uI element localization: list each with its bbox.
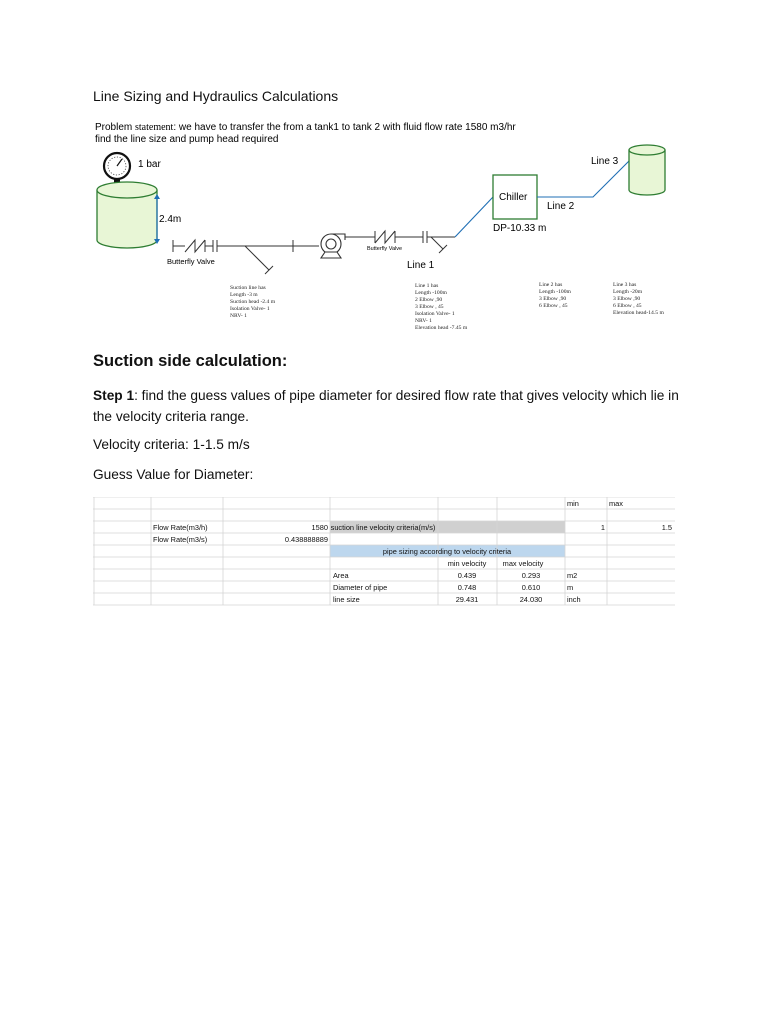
svg-text:NRV- 1: NRV- 1 [230,313,247,319]
svg-text:Length -100m: Length -100m [539,289,571,295]
flow-rate-label-2: Flow Rate(m3/s) [153,535,208,544]
chiller-label: Chiller [499,192,528,203]
line-1-label: Line 1 [407,260,435,271]
line-2-notes [539,282,571,309]
max-header: max [609,499,623,508]
flow-rate-value-1: 1580 [311,523,328,532]
svg-text:3 Elbow ,90: 3 Elbow ,90 [613,296,641,302]
dp-label: DP-10.33 m [493,223,547,234]
line-3-notes [613,282,664,316]
flow-rate-value-2: 0.438888889 [284,535,328,544]
problem-statement-line1: Problem statement: we have to transfer the from a tank1 to tank 2 with fluid flow rate 1580 m3/hr [95,122,516,133]
diameter-min: 0.748 [457,583,477,592]
svg-text:Isolation Valve- 1: Isolation Valve- 1 [415,311,455,317]
svg-text:Length -3 m: Length -3 m [230,292,258,298]
svg-text:Suction head -2.4 m: Suction head -2.4 m [230,299,276,305]
flow-rate-label-1: Flow Rate(m3/h) [153,523,208,532]
diameter-unit: m [567,583,574,592]
area-max: 0.293 [521,571,541,580]
diameter-max: 0.610 [521,583,541,592]
calculation-spreadsheet [93,497,675,609]
criteria-min: 1 [600,523,605,532]
velocity-criteria-text: Velocity criteria: 1-1.5 m/s [93,437,250,452]
svg-text:Isolation Valve- 1: Isolation Valve- 1 [230,306,270,312]
sizing-title: pipe sizing according to velocity criteria [382,547,512,556]
pump-icon [321,234,345,258]
criteria-max: 1.5 [661,523,672,532]
svg-text:Elevation head-14.5 m: Elevation head-14.5 m [613,310,664,316]
line-size-max: 24.030 [519,595,543,604]
pressure-gauge-icon [104,153,130,185]
row-label-line-size: line size [333,595,360,604]
problem-statement-line2: find the line size and pump head required [95,134,279,145]
svg-text:Suction line has: Suction line has [230,285,266,291]
row-label-area: Area [333,571,349,580]
line-size-min: 29.431 [455,595,479,604]
svg-text:Length -20m: Length -20m [613,289,643,295]
criteria-label: suction line velocity criteria(m/s) [330,523,436,532]
step-1-paragraph [93,385,683,427]
svg-text:NRV- 1: NRV- 1 [415,318,432,324]
svg-text:3 Elbow ,90: 3 Elbow ,90 [539,296,567,302]
svg-text:Line 1 has: Line 1 has [415,283,439,289]
col-max-velocity: max velocity [502,559,544,568]
gauge-pressure-label: 1 bar [138,159,161,170]
line-size-unit: inch [567,595,581,604]
step-text: : find the guess values of pipe diameter for desired flow rate that gives velocity which lie in the velocity criteria range. [93,388,679,424]
suction-line-notes [230,285,276,319]
suction-head-label: 2.4m [159,214,182,225]
guess-value-label: Guess Value for Diameter: [93,467,254,482]
step-label: Step 1 [93,388,135,403]
line-1-pipe [455,197,493,237]
line-2-label: Line 2 [547,201,575,212]
svg-text:Line 3 has: Line 3 has [613,282,637,288]
butterfly-valve-label-2: Butterfly Valve [367,246,403,252]
svg-text:Elevation head -7.45 m: Elevation head -7.45 m [415,325,468,331]
tank-2 [629,145,665,195]
butterfly-valve-label-1: Butterfly Valve [167,257,215,266]
svg-text:Length -100m: Length -100m [415,290,447,296]
line-1-notes [415,283,468,331]
svg-text:6 Elbow , 45: 6 Elbow , 45 [539,303,568,309]
line-3-label: Line 3 [591,156,619,167]
process-diagram [93,116,675,338]
col-min-velocity: min velocity [447,559,487,568]
row-label-diameter: Diameter of pipe [333,583,388,592]
svg-text:6 Elbow , 45: 6 Elbow , 45 [613,303,642,309]
area-min: 0.439 [457,571,477,580]
svg-text:3 Elbow , 45: 3 Elbow , 45 [415,304,444,310]
area-unit: m2 [567,571,578,580]
section-heading: Suction side calculation: [93,352,288,370]
svg-text:2 Elbow ,90: 2 Elbow ,90 [415,297,443,303]
svg-text:Line 2 has: Line 2 has [539,282,563,288]
document-title: Line Sizing and Hydraulics Calculations [93,88,339,104]
min-header: min [567,499,579,508]
tank-1 [97,182,157,248]
